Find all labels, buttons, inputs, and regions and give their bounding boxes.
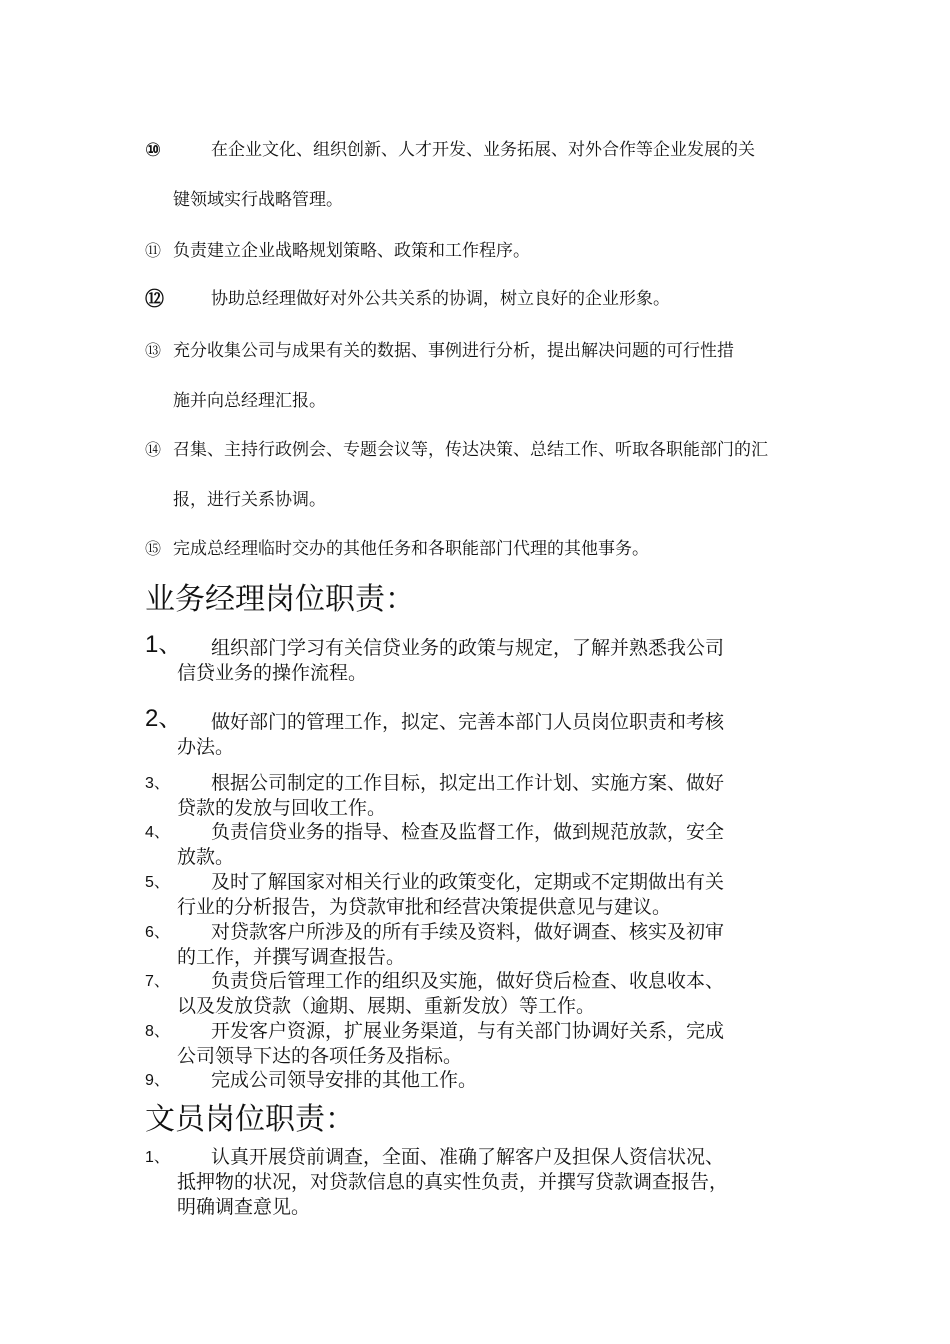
item-number: 1、	[145, 1149, 170, 1166]
item-text-line: 充分收集公司与成果有关的数据、事例进行分析，提出解决问题的可行性措	[173, 341, 734, 361]
item-text-line: 放款。	[177, 846, 235, 868]
item-text-line: 负责贷后管理工作的组织及实施，做好贷后检查、收息收本、	[211, 970, 725, 992]
item-text-line: 负责建立企业战略规划策略、政策和工作程序。	[173, 241, 530, 261]
item-number: ⑮	[145, 539, 162, 558]
item-number: 6、	[145, 924, 170, 941]
item-text-line: 明确调查意见。	[177, 1196, 311, 1218]
item-number: ⑭	[145, 440, 162, 459]
item-number: ⑩	[145, 139, 162, 161]
item-text-line: 根据公司制定的工作目标，拟定出工作计划、实施方案、做好	[211, 772, 725, 794]
item-text-line: 完成公司领导安排的其他工作。	[211, 1069, 478, 1091]
list-item	[145, 969, 810, 1019]
item-number: 9、	[145, 1072, 170, 1089]
item-text-line: 组织部门学习有关信贷业务的政策与规定，了解并熟悉我公司	[211, 637, 725, 659]
list-item	[145, 820, 810, 870]
item-text-line: 报，进行关系协调。	[173, 490, 326, 510]
list-item	[145, 1145, 810, 1220]
section-heading: 文员岗位职责：	[145, 1102, 355, 1137]
list-item	[145, 631, 810, 686]
item-text-line: 行业的分析报告，为贷款审批和经营决策提供意见与建议。	[177, 896, 672, 918]
item-text-line: 负责信贷业务的指导、检查及监督工作，做到规范放款，安全	[211, 821, 725, 843]
item-text-line: 信贷业务的操作流程。	[177, 662, 368, 684]
item-text-line: 认真开展贷前调查，全面、准确了解客户及担保人资信状况、	[211, 1146, 725, 1168]
list-item	[145, 771, 810, 821]
item-number: 2、	[145, 705, 183, 732]
item-number: 1、	[145, 631, 183, 658]
item-text-line: 完成总经理临时交办的其他任务和各职能部门代理的其他事务。	[173, 539, 649, 559]
list-item	[145, 920, 810, 970]
list-item	[145, 237, 810, 265]
list-item	[145, 535, 810, 563]
item-text-line: 抵押物的状况，对贷款信息的真实性负责，并撰写贷款调查报告，	[177, 1171, 729, 1193]
list-item	[145, 285, 810, 313]
item-number: 8、	[145, 1023, 170, 1040]
list-item	[145, 1019, 810, 1069]
item-text-line: 在企业文化、组织创新、人才开发、业务拓展、对外合作等企业发展的关	[211, 140, 755, 160]
item-number: ⑪	[145, 241, 162, 260]
item-text-line: 协助总经理做好对外公共关系的协调，树立良好的企业形象。	[211, 289, 670, 309]
item-number: 5、	[145, 874, 170, 891]
list-item	[145, 705, 810, 760]
item-number: ⑫	[145, 288, 165, 310]
item-text-line: 贷款的发放与回收工作。	[177, 797, 387, 819]
item-text-line: 召集、主持行政例会、专题会议等，传达决策、总结工作、听取各职能部门的汇	[173, 440, 768, 460]
item-number: 7、	[145, 973, 170, 990]
item-text-line: 办法。	[177, 736, 235, 758]
item-text-line: 做好部门的管理工作，拟定、完善本部门人员岗位职责和考核	[211, 711, 725, 733]
item-text-line: 开发客户资源，扩展业务渠道，与有关部门协调好关系，完成	[211, 1020, 725, 1042]
item-text-line: 以及发放贷款（逾期、展期、重新发放）等工作。	[177, 995, 596, 1017]
item-text-line: 键领域实行战略管理。	[173, 190, 343, 210]
section-heading: 业务经理岗位职责：	[145, 582, 415, 617]
item-number: 4、	[145, 824, 170, 841]
item-text-line: 施并向总经理汇报。	[173, 391, 326, 411]
list-item	[145, 337, 810, 415]
item-number: ⑬	[145, 341, 162, 360]
list-item	[145, 136, 810, 214]
list-item	[145, 1068, 810, 1093]
item-text-line: 的工作，并撰写调查报告。	[177, 946, 406, 968]
list-item	[145, 870, 810, 920]
item-text-line: 对贷款客户所涉及的所有手续及资料，做好调查、核实及初审	[211, 921, 725, 943]
list-item	[145, 436, 810, 514]
item-number: 3、	[145, 775, 170, 792]
item-text-line: 及时了解国家对相关行业的政策变化，定期或不定期做出有关	[211, 871, 725, 893]
item-text-line: 公司领导下达的各项任务及指标。	[177, 1045, 463, 1067]
